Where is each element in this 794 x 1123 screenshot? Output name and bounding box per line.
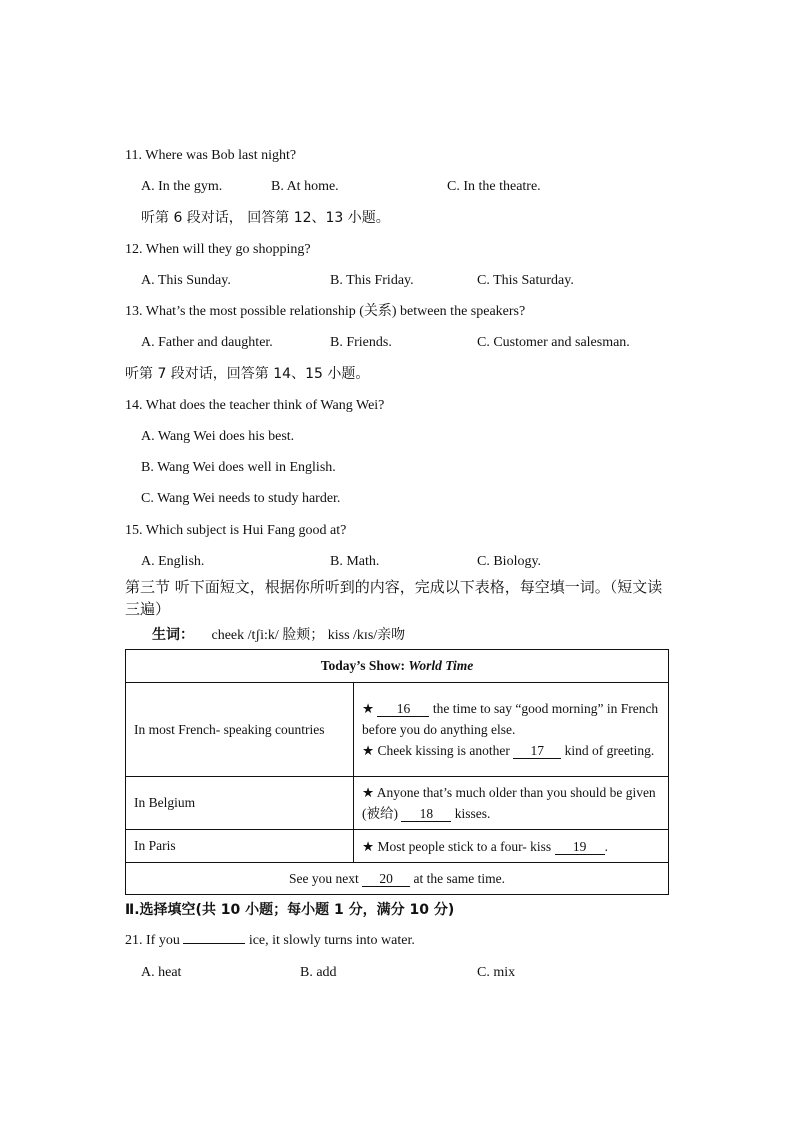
question-12-stem: 12. When will they go shopping? bbox=[125, 242, 311, 257]
q12-option-b: B. This Friday. bbox=[330, 273, 414, 288]
dialog-6-instruction: 听第 6 段对话， 回答第 12、13 小题。 bbox=[141, 210, 390, 226]
vocabulary-text: cheek /tʃi:k/ 脸颊； kiss /kɪs/亲吻 bbox=[211, 628, 406, 643]
question-13-stem: 13. What’s the most possible relationship (关系) between the speakers? bbox=[125, 304, 526, 319]
q21-option-b: B. add bbox=[300, 965, 337, 980]
table-row bbox=[126, 777, 669, 830]
blank-21 bbox=[183, 943, 245, 944]
vocabulary-label: 生词： bbox=[152, 627, 194, 643]
q14-option-a: A. Wang Wei does his best. bbox=[141, 429, 295, 444]
q11-option-c: C. In the theatre. bbox=[447, 179, 541, 194]
table-title: Today’s Show: World Time bbox=[126, 650, 669, 683]
dialog-7-instruction: 听第 7 段对话，回答第 14、15 小题。 bbox=[125, 366, 370, 382]
q15-option-b: B. Math. bbox=[330, 554, 380, 569]
q12-option-a: A. This Sunday. bbox=[141, 273, 231, 288]
question-11-stem: 11. Where was Bob last night? bbox=[125, 148, 297, 163]
table-footer-row bbox=[126, 863, 669, 895]
blank-19: 19 bbox=[555, 840, 605, 855]
q14-option-b: B. Wang Wei does well in English. bbox=[141, 460, 336, 475]
q12-option-c: C. This Saturday. bbox=[477, 273, 574, 288]
table-place-cell: In Paris bbox=[126, 830, 354, 863]
table-row bbox=[126, 683, 669, 777]
table-title-show-name: World Time bbox=[408, 658, 474, 673]
table-content-cell: ★ 16 the time to say “good morning” in French before you do anything else. ★ Cheek kissing is another 17 kind of greeting. bbox=[354, 683, 669, 777]
table-place-cell: In most French- speaking countries bbox=[126, 683, 354, 777]
q13-option-b: B. Friends. bbox=[330, 335, 392, 350]
q11-option-a: A. In the gym. bbox=[141, 179, 223, 194]
q21-option-a: A. heat bbox=[141, 965, 182, 980]
vocabulary-line bbox=[152, 626, 405, 645]
q15-option-c: C. Biology. bbox=[477, 554, 542, 569]
q14-option-c: C. Wang Wei needs to study harder. bbox=[141, 491, 341, 506]
q15-option-a: A. English. bbox=[141, 554, 205, 569]
table-content-cell: ★ Anyone that’s much older than you should be given (被给) 18 kisses. bbox=[354, 777, 669, 830]
table-footer: See you next 20 at the same time. bbox=[126, 863, 669, 895]
question-21-stem: 21. If you ice, it slowly turns into water. bbox=[125, 933, 415, 948]
q11-option-b: B. At home. bbox=[271, 179, 339, 194]
section-3-instruction: 第三节 听下面短文，根据你所听到的内容，完成以下表格，每空填一词。（短文读三遍） bbox=[125, 578, 663, 618]
q13-option-a: A. Father and daughter. bbox=[141, 335, 273, 350]
table-place-cell: In Belgium bbox=[126, 777, 354, 830]
world-time-table bbox=[125, 649, 669, 895]
part-2-heading: Ⅱ.选择填空(共 10 小题；每小题 1 分，满分 10 分) bbox=[125, 902, 455, 918]
q13-option-c: C. Customer and salesman. bbox=[477, 335, 630, 350]
question-14-stem: 14. What does the teacher think of Wang Wei? bbox=[125, 398, 385, 413]
q21-option-c: C. mix bbox=[477, 965, 516, 980]
blank-16: 16 bbox=[377, 702, 429, 717]
table-content-cell: ★ Most people stick to a four- kiss 19 . bbox=[354, 830, 669, 863]
table-row bbox=[126, 830, 669, 863]
blank-17: 17 bbox=[513, 744, 561, 759]
blank-18: 18 bbox=[401, 807, 451, 822]
question-15-stem: 15. Which subject is Hui Fang good at? bbox=[125, 523, 347, 538]
blank-20: 20 bbox=[362, 872, 410, 887]
